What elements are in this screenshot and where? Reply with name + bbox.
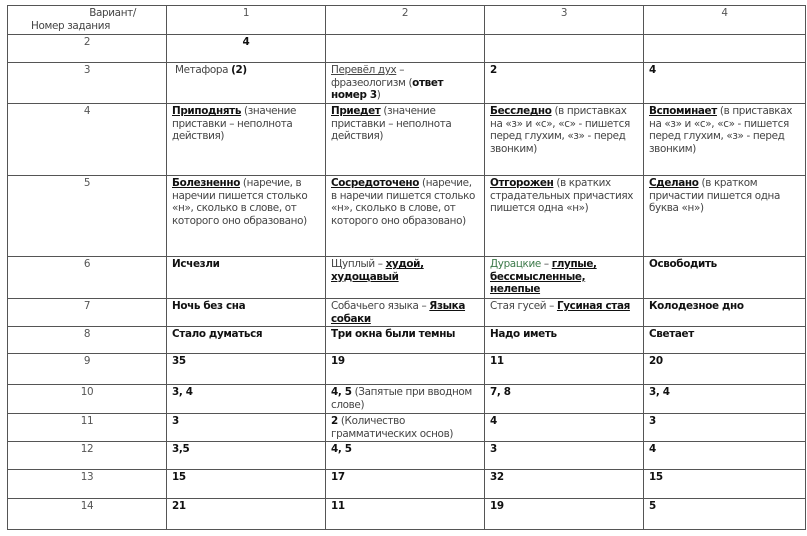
variant-1-header: 1: [167, 6, 326, 35]
cell-text: (значение приставки – неполнота действия): [172, 105, 297, 143]
cell-text: 7, 8: [490, 386, 511, 398]
answer-cell: [326, 104, 485, 176]
cell-text: 20: [649, 355, 663, 367]
table-row: [8, 470, 806, 499]
cell-text: ответ номер 3: [331, 76, 444, 102]
cell-text: Болезненно: [172, 177, 240, 189]
cell-text: Стая гусей –: [490, 300, 557, 312]
cell-text: Колодезное дно: [649, 300, 744, 312]
answer-cell: [167, 385, 326, 414]
answer-cell: [644, 470, 806, 499]
answer-cell: [326, 299, 485, 327]
answer-cell: [167, 499, 326, 530]
cell-text: 2: [331, 415, 338, 427]
cell-text: 3, 4: [649, 386, 670, 398]
answer-cell: [644, 327, 806, 354]
cell-text: худой, худощавый: [331, 258, 424, 283]
variant-4-header: 4: [644, 6, 806, 35]
answer-cell: [167, 354, 326, 385]
corner-line2: Номер задания: [31, 19, 110, 32]
table-row: [8, 385, 806, 414]
task-number: 10: [8, 385, 167, 414]
cell-text: Собачьего языка –: [331, 300, 430, 312]
cell-text: 17: [331, 471, 345, 483]
cell-text: Сосредоточено: [331, 177, 420, 189]
answer-cell: [326, 354, 485, 385]
table-row: [8, 327, 806, 354]
cell-text: Перевёл дух: [331, 64, 397, 76]
cell-text: Дурацкие: [490, 258, 541, 270]
cell-text: (значение приставки – неполнота действия): [331, 105, 452, 143]
answer-cell: [167, 63, 326, 104]
answer-cell: [644, 176, 806, 257]
cell-text: 4: [649, 443, 656, 455]
cell-text: (в кратком причастии пишется одна буква «н»): [649, 177, 780, 215]
answer-cell: [485, 35, 644, 63]
answer-cell: [485, 299, 644, 327]
cell-text: Светает: [649, 328, 694, 340]
answer-cell: [167, 176, 326, 257]
cell-text: ): [376, 89, 381, 102]
task-number: 2: [8, 35, 167, 63]
cell-text: Ночь без сна: [172, 300, 246, 312]
cell-text: (наречие, в наречии пишется столько «н», сколько в слове, от которого оно образовано): [172, 177, 308, 227]
task-number: 4: [8, 104, 167, 176]
answer-cell: [326, 176, 485, 257]
answer-cell: [644, 442, 806, 470]
cell-text: (Количество грамматических основ): [331, 415, 454, 440]
cell-text: Отгорожен: [490, 177, 554, 189]
answer-cell: [167, 104, 326, 176]
task-number: 3: [8, 63, 167, 104]
corner-line1: Вариант/: [89, 7, 136, 19]
cell-text: Гусиная стая: [556, 300, 630, 312]
answer-cell: [485, 414, 644, 442]
cell-text: 2: [490, 64, 497, 76]
cell-text: (наречие, в наречии пишется столько «н», сколько в слове, от которого оно образовано): [331, 177, 476, 227]
answer-cell: [485, 499, 644, 530]
answer-cell: [485, 327, 644, 354]
cell-text: 3: [172, 415, 179, 427]
cell-text: 21: [172, 500, 186, 512]
cell-text: Приподнять: [172, 105, 242, 117]
cell-text: 32: [490, 471, 504, 483]
table-row: [8, 176, 806, 257]
cell-text: 15: [172, 471, 186, 483]
answer-cell: [326, 442, 485, 470]
cell-text: (Запятые при вводном слове): [331, 386, 472, 411]
table-row: [8, 354, 806, 385]
answer-cell: [167, 414, 326, 442]
answer-cell: [644, 354, 806, 385]
cell-text: (в приставках на «з» и «с», «с» - пишется перед глухим, «з» - перед звонким): [490, 105, 630, 155]
answers-table: [7, 5, 806, 530]
answer-cell: [644, 63, 806, 104]
answer-cell: [644, 35, 806, 63]
cell-text: 19: [331, 355, 345, 367]
cell-text: 4, 5: [331, 443, 352, 455]
cell-text: 4: [649, 64, 656, 76]
answer-cell: [644, 499, 806, 530]
answer-cell: [644, 385, 806, 414]
cell-text: Исчезли: [172, 258, 220, 270]
answer-cell: [326, 63, 485, 104]
cell-text: 15: [649, 471, 663, 483]
table-row: [8, 257, 806, 299]
answer-cell: [485, 470, 644, 499]
cell-text: 11: [331, 500, 345, 512]
answer-cell: [485, 442, 644, 470]
answer-cell: [326, 327, 485, 354]
cell-text: (в кратких страдательных причастиях пишется одна «н»): [490, 177, 634, 215]
task-number: 13: [8, 470, 167, 499]
table-row: [8, 299, 806, 327]
cell-text: Три окна были темны: [331, 328, 456, 340]
answer-cell: [485, 385, 644, 414]
answer-cell: [326, 35, 485, 63]
answer-cell: [326, 470, 485, 499]
answer-cell: [326, 257, 485, 299]
answer-cell: [167, 442, 326, 470]
cell-text: Сделано: [649, 177, 699, 189]
answer-cell: [485, 63, 644, 104]
cell-text: 11: [490, 355, 504, 367]
answer-cell: [485, 104, 644, 176]
answer-cell: [167, 327, 326, 354]
cell-text: Бесследно: [490, 105, 552, 117]
corner-header: [8, 6, 167, 35]
task-number: 11: [8, 414, 167, 442]
task-number: 14: [8, 499, 167, 530]
cell-text: 35: [172, 355, 186, 367]
cell-text: 4, 5: [331, 386, 352, 398]
answer-cell: [644, 414, 806, 442]
task-number: 5: [8, 176, 167, 257]
answer-cell: [644, 257, 806, 299]
task-number: 6: [8, 257, 167, 299]
table-row: [8, 499, 806, 530]
task-number: 12: [8, 442, 167, 470]
answer-cell: [644, 299, 806, 327]
task-number: 7: [8, 299, 167, 327]
table-row: [8, 35, 806, 63]
cell-text: Вспоминает: [649, 105, 717, 117]
cell-text: 3,5: [172, 443, 190, 455]
table-row: [8, 414, 806, 442]
cell-text: Языка собаки: [331, 300, 466, 325]
cell-text: Надо иметь: [490, 328, 557, 340]
answer-cell: [485, 257, 644, 299]
answer-cell: [644, 104, 806, 176]
cell-text: (в приставках на «з» и «с», «с» - пишется перед глухим, «з» - перед звонким): [649, 105, 793, 155]
answer-cell: [167, 470, 326, 499]
cell-text: Метафора: [175, 64, 232, 76]
variant-2-header: 2: [326, 6, 485, 35]
cell-text: (2): [231, 64, 247, 76]
answer-cell: [167, 257, 326, 299]
cell-text: глупые, бессмысленные, нелепые: [490, 258, 597, 296]
variant-3-header: 3: [485, 6, 644, 35]
cell-text: Щуплый –: [331, 258, 386, 270]
task-number: 9: [8, 354, 167, 385]
task-number: 8: [8, 327, 167, 354]
answer-cell: [326, 499, 485, 530]
cell-text: Освободить: [649, 258, 717, 270]
cell-text: –: [540, 258, 552, 270]
cell-text: 5: [649, 500, 656, 512]
cell-text: 4: [242, 36, 250, 48]
answer-cell: [167, 299, 326, 327]
cell-text: 3: [490, 443, 497, 455]
cell-text: 3: [649, 415, 656, 427]
cell-text: – фразеологизм (: [331, 64, 413, 89]
answer-cell: [485, 354, 644, 385]
table-row: [8, 442, 806, 470]
cell-text: 4: [490, 415, 497, 427]
table-row: [8, 63, 806, 104]
cell-text: 3, 4: [172, 386, 193, 398]
answer-cell: [326, 385, 485, 414]
answer-cell: [326, 414, 485, 442]
table-row: [8, 104, 806, 176]
answer-cell: [485, 176, 644, 257]
cell-text: 19: [490, 500, 504, 512]
cell-text: Приедет: [331, 105, 381, 117]
answer-cell: [167, 35, 326, 63]
cell-text: Стало думаться: [172, 328, 263, 340]
header-row: [8, 6, 806, 35]
